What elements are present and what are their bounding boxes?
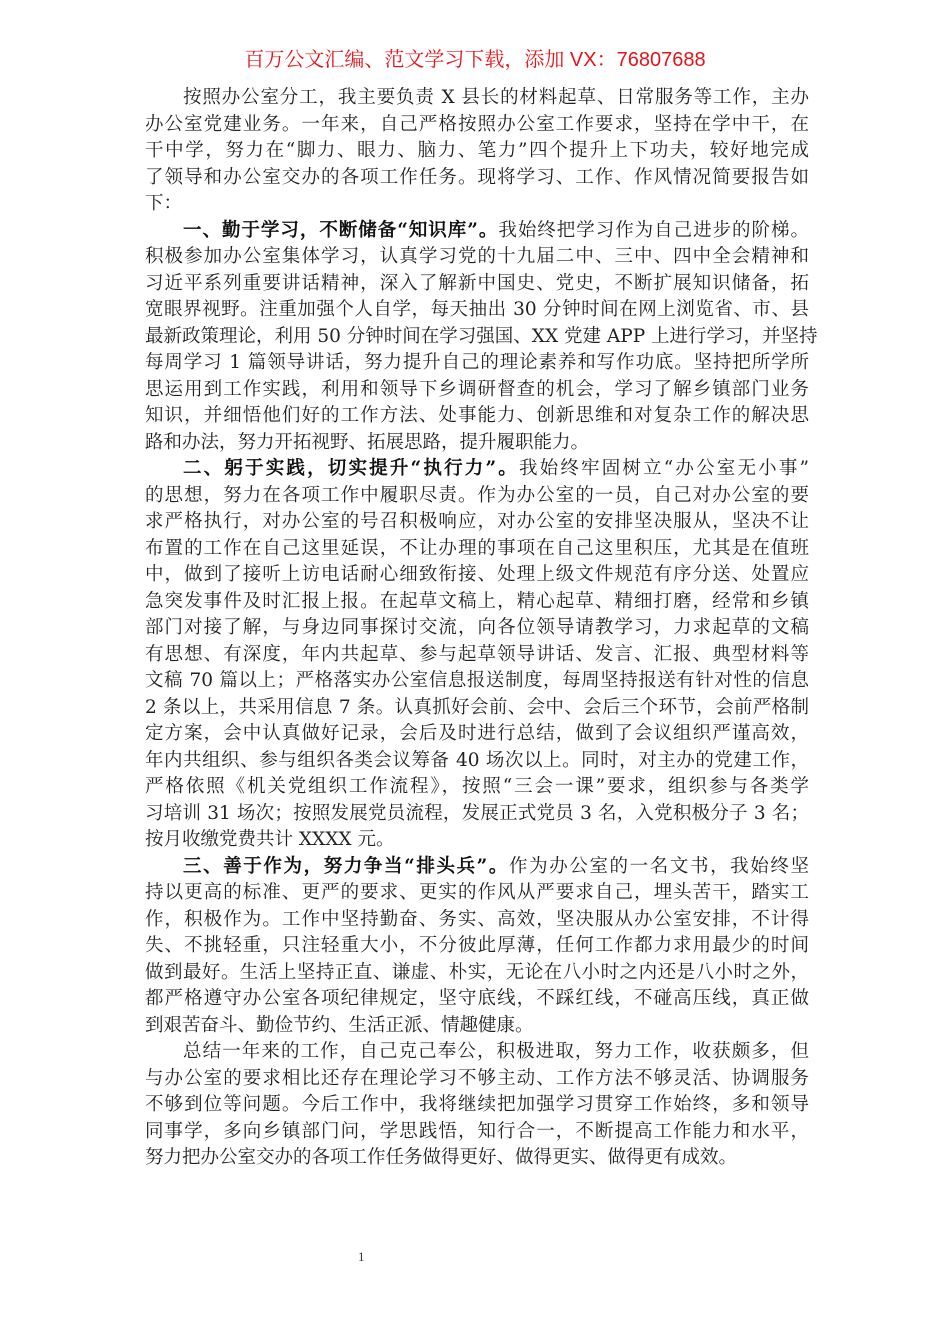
line-text: 下：	[145, 193, 183, 214]
text-line	[145, 271, 809, 298]
text-line	[145, 668, 809, 695]
text-line	[145, 112, 809, 139]
text-line	[145, 1119, 809, 1146]
text-line	[145, 191, 809, 218]
text-line	[145, 695, 809, 722]
text-line	[145, 1039, 809, 1066]
line-text: 不够到位等问题。今后工作中，我将继续把加强学习贯穿工作始终，多和领导	[145, 1094, 809, 1115]
text-line	[145, 1092, 809, 1119]
line-text: 总结一年来的工作，自己克己奉公，积极进取，努力工作，收获颇多，但	[183, 1041, 809, 1062]
text-line	[145, 165, 809, 192]
text-line	[145, 297, 809, 324]
text-line	[145, 986, 809, 1013]
document-body	[145, 85, 818, 1172]
text-line	[145, 403, 809, 430]
line-text: 知识，并细悟他们好的工作方法、处事能力、创新思维和对复杂工作的解决思	[145, 405, 809, 426]
text-line	[145, 350, 809, 377]
text-line	[145, 589, 809, 616]
text-line	[145, 377, 809, 404]
text-line	[145, 456, 809, 483]
text-line	[145, 854, 809, 881]
line-text: 作为办公室的一名文书，我始终坚	[509, 855, 809, 877]
text-line	[145, 509, 809, 536]
line-text: 都严格遵守办公室各项纪律规定，坚守底线，不踩红线，不碰高压线，真正做	[145, 988, 809, 1009]
line-text: 与办公室的要求相比还存在理论学习不够主动、工作方法不够灵活、协调服务	[145, 1067, 809, 1089]
line-text: 失、不挑轻重，只注轻重大小，不分彼此厚薄，任何工作都力求用最少的时间	[145, 935, 809, 956]
text-line	[145, 324, 818, 351]
text-line	[145, 801, 809, 828]
line-text: 到艰苦奋斗、勤俭节约、生活正派、情趣健康。	[145, 1014, 534, 1036]
line-text: 严格依照《机关党组织工作流程》，按照“三会一课”要求，组织参与各类学	[145, 776, 809, 797]
paragraph	[145, 456, 809, 854]
line-text: 部门对接了解，与身边同事探讨交流，向各位领导请教学习，力求起草的文稿	[145, 617, 809, 638]
line-text: 积极参加办公室集体学习，认真学习党的十九届二中、三中、四中全会精神和	[145, 246, 809, 267]
line-text: 习培训 31 场次；按照发展党员流程，发展正式党员 3 名，入党积极分子 3 名；	[145, 802, 809, 824]
text-line	[145, 721, 809, 748]
text-line	[145, 933, 809, 960]
text-line	[145, 748, 809, 775]
watermark-header: 百万公文汇编、范文学习下载，添加 VX：76807688	[244, 49, 706, 71]
line-text: 中，做到了接听上访电话耐心细致衔接、处理上级文件规范有序分送、处置应	[145, 564, 809, 585]
paragraph	[145, 854, 809, 1040]
text-line	[145, 774, 809, 801]
section-heading: 一、勤于学习，不断储备“知识库”。	[183, 219, 499, 241]
line-text: 习近平系列重要讲话精神，深入了解新中国史、党史，不断扩展知识储备，拓	[145, 272, 809, 294]
line-text: 文稿 70 篇以上；严格落实办公室信息报送制度，每周坚持报送有针对性的信息	[145, 670, 809, 691]
text-line	[145, 138, 809, 165]
text-line	[145, 218, 809, 245]
paragraph	[145, 1039, 809, 1172]
section-heading: 三、善于作为，努力争当“排头兵”。	[183, 855, 510, 877]
line-text: 急突发事件及时汇报上报。在起草文稿上，精心起草、精细打磨，经常和乡镇	[145, 590, 809, 612]
line-text: 办公室党建业务。一年来，自己严格按照办公室工作要求，坚持在学中干，在	[145, 113, 809, 135]
line-text: 我始终牢固树立“办公室无小事”	[518, 458, 809, 479]
line-text: 我始终把学习作为自己进步的阶梯。	[498, 219, 809, 241]
line-text: 作，积极作为。工作中坚持勤奋、务实、高效，坚决服从办公室安排，不计得	[145, 908, 809, 930]
line-text: 同事学，多向乡镇部门问，学思践悟，知行合一，不断提高工作能力和水平，	[145, 1120, 809, 1142]
text-line	[145, 483, 809, 510]
line-text: 按照办公室分工，我主要负责 X 县长的材料起草、日常服务等工作，主办	[183, 87, 809, 108]
paragraph	[145, 218, 818, 457]
text-line	[145, 615, 809, 642]
page-number: 1	[358, 1249, 365, 1264]
line-text: 求严格执行，对办公室的号召积极响应，对办公室的安排坚决服从，坚决不让	[145, 511, 809, 532]
section-heading: 二、躬于实践，切实提升“执行力”。	[183, 458, 519, 479]
line-text: 了领导和办公室交办的各项工作任务。现将学习、工作、作风情况简要报告如	[145, 166, 809, 188]
text-line	[145, 960, 809, 987]
text-line	[145, 430, 809, 457]
line-text: 按月收缴党费共计 XXXX 元。	[145, 829, 395, 850]
line-text: 有思想、有深度，年内共起草、参与起草领导讲话、发言、汇报、典型材料等	[145, 643, 809, 665]
line-text: 路和办法，努力开拓视野、拓展思路，提升履职能力。	[145, 431, 590, 453]
paragraph	[145, 85, 809, 218]
text-line	[145, 827, 809, 854]
line-text: 定方案，会中认真做好记录，会后及时进行总结，做到了会议组织严谨高效，	[145, 723, 809, 744]
line-text: 做到最好。生活上坚持正直、谦虚、朴实，无论在八小时之内还是八小时之外，	[145, 961, 809, 983]
line-text: 持以更高的标准、更严的要求、更实的作风从严要求自己，埋头苦干，踏实工	[145, 882, 809, 903]
line-text: 布置的工作在自己这里延误，不让办理的事项在自己这里积压，尤其是在值班	[145, 537, 809, 559]
line-text: 年内共组织、参与组织各类会议筹备 40 场次以上。同时，对主办的党建工作，	[145, 749, 809, 771]
line-text: 2 条以上，共采用信息 7 条。认真抓好会前、会中、会后三个环节，会前严格制	[145, 696, 809, 718]
line-text: 宽眼界视野。注重加强个人自学，每天抽出 30 分钟时间在网上浏览省、市、县	[145, 299, 809, 320]
text-line	[145, 536, 809, 563]
text-line	[145, 642, 809, 669]
line-text: 干中学，努力在“脚力、眼力、脑力、笔力”四个提升上下功夫，较好地完成	[145, 140, 809, 161]
line-text: 每周学习 1 篇领导讲话，努力提升自己的理论素养和写作功底。坚持把所学所	[145, 352, 809, 373]
text-line	[145, 880, 809, 907]
text-line	[145, 1145, 809, 1172]
text-line	[145, 244, 809, 271]
text-line	[145, 907, 809, 934]
text-line	[145, 562, 809, 589]
line-text: 的思想，努力在各项工作中履职尽责。作为办公室的一员，自己对办公室的要	[145, 484, 809, 506]
text-line	[145, 1066, 809, 1093]
text-line	[145, 1013, 809, 1040]
line-text: 思运用到工作实践，利用和领导下乡调研督查的机会，学习了解乡镇部门业务	[145, 378, 809, 400]
text-line	[145, 85, 809, 112]
line-text: 努力把办公室交办的各项工作任务做得更好、做得更实、做得更有成效。	[145, 1147, 738, 1168]
line-text: 最新政策理论，利用 50 分钟时间在学习强国、XX 党建 APP 上进行学习，并坚持	[145, 325, 818, 347]
